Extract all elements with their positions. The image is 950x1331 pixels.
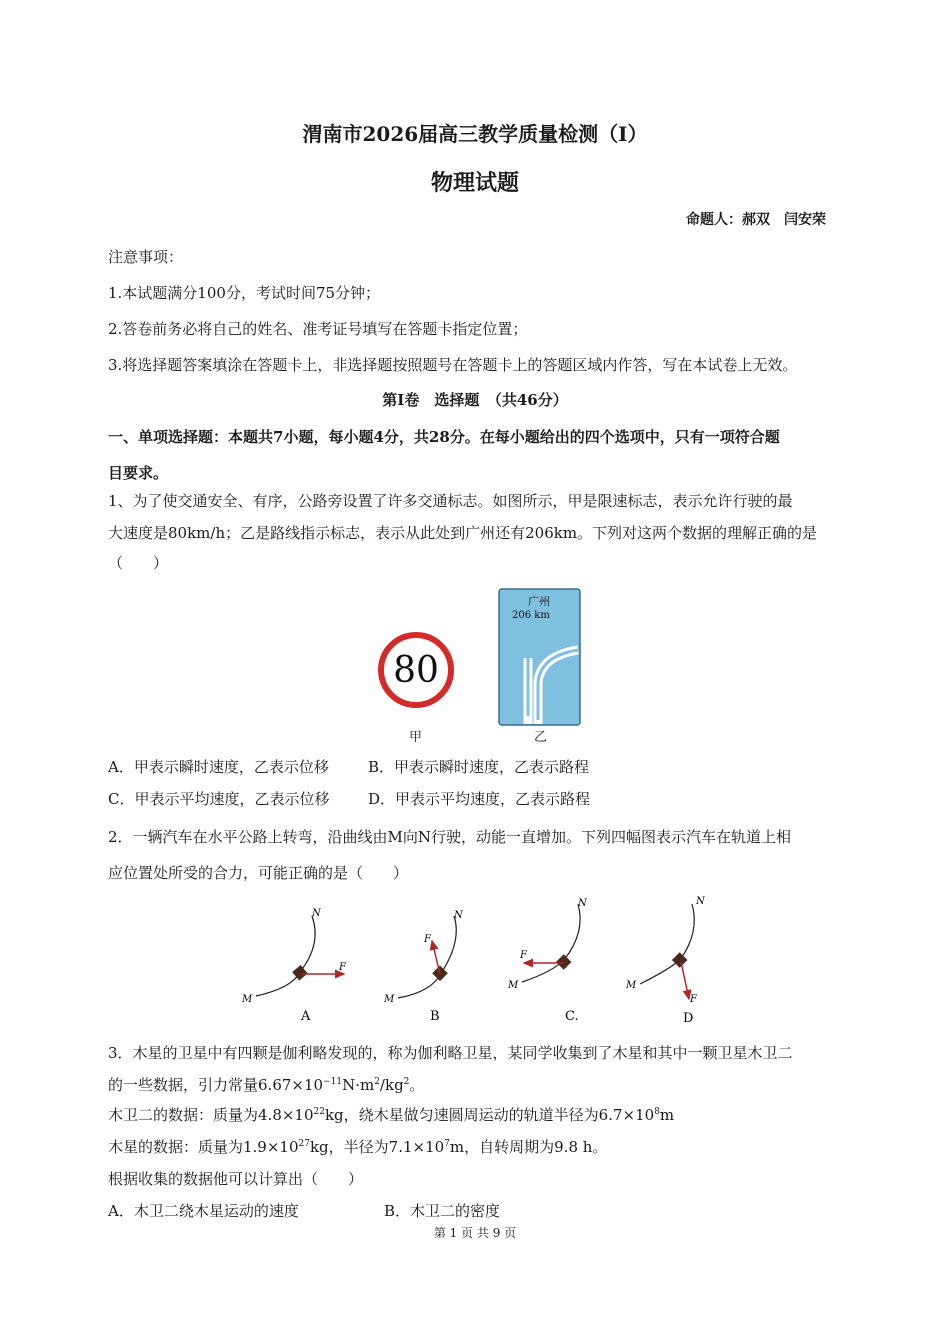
q3-stem-cont: 的一些数据，引力常量$6.67\times 10^{-11}N\cdot m^2/kg^2$。	[108, 1076, 425, 1094]
exam-title: 渭南市2026届高三教学质量检测（I）	[302, 122, 648, 146]
car-block	[672, 952, 688, 968]
q3-stem: 3．木星的卫星中有四颗是伽利略发现的，称为伽利略卫星，某同学收集到了木星和其中一颗卫星木卫二	[108, 1044, 793, 1062]
q1-option-c: C．甲表示平均速度，乙表示位移	[108, 790, 330, 808]
q2-stem: 2．一辆汽车在水平公路上转弯，沿曲线由M向N行驶，动能一直增加。下列四幅图表示汽车在轨道上相	[108, 828, 792, 846]
figure-label-b: B	[430, 1009, 440, 1024]
exam-subtitle: 物理试题	[430, 170, 519, 196]
q3-option-a: A．木卫二绕木星运动的速度	[108, 1202, 299, 1220]
route-sign	[498, 588, 582, 726]
label-jia: 甲	[409, 730, 423, 745]
q3-option-b: B．木卫二的密度	[384, 1202, 501, 1220]
figure-label-a: A	[301, 1009, 311, 1024]
sign-city: 广州	[528, 595, 550, 608]
q1-option-b: B．甲表示瞬时速度，乙表示路程	[368, 758, 590, 776]
note-item: 3.将选择题答案填涂在答题卡上，非选择题按照题号在答题卡上的答题区域内作答，写在本试卷上无效。	[108, 356, 798, 374]
point-M: M	[626, 980, 637, 991]
track-curve	[640, 904, 694, 984]
q2-figures	[230, 896, 720, 1030]
note-item: 2.答卷前务必将自己的姓名、准考证号填写在答题卡指定位置；	[108, 320, 528, 338]
section-intro-cont: 目要求。	[108, 464, 169, 482]
figure-b	[383, 910, 464, 1024]
section-intro: 一、单项选择题：本题共7小题，每小题4分，共28分。在每小题给出的四个选项中，只有一项符合题	[108, 428, 780, 446]
force-label: F	[520, 950, 527, 961]
sign-distance: 206 km	[512, 610, 550, 621]
q3-moon-data: 木卫二的数据：质量为$4.8\times 10^{22}kg$，绕木星做匀速圆周运动的轨道半径为$6.7\times 10^8m$	[108, 1106, 675, 1124]
notes-heading: 注意事项：	[108, 248, 184, 266]
q3-jupiter-data: 木星的数据：质量为$1.9\times 10^{27}kg$，半径为$7.1\times 10^7m$，自转周期为9.8 h。	[108, 1138, 608, 1156]
point-N: N	[312, 908, 321, 919]
figure-d	[625, 896, 706, 1026]
figure-label-c: C.	[565, 1009, 579, 1024]
track-curve	[398, 916, 456, 998]
speed-limit-value: 80	[393, 650, 439, 691]
q2-stem-cont: 应位置处所受的合力，可能正确的是（ ）	[108, 864, 409, 882]
label-yi: 乙	[534, 730, 548, 745]
force-arrow	[681, 962, 689, 999]
authors: 命题人：郝双 闫安荣	[686, 212, 826, 228]
force-label: F	[690, 994, 697, 1005]
point-N: N	[696, 896, 705, 907]
point-M: M	[508, 980, 519, 991]
figure-label-d: D	[683, 1011, 694, 1026]
q1-option-d: D．甲表示平均速度，乙表示路程	[368, 790, 591, 808]
q1-blank: （ ）	[108, 554, 169, 572]
force-label: F	[424, 934, 431, 945]
point-N: N	[454, 910, 463, 921]
car-block	[556, 954, 572, 970]
car-block	[292, 965, 307, 980]
figure-a	[241, 908, 347, 1024]
q3-prompt: 根据收集的数据他可以计算出（ ）	[108, 1170, 364, 1188]
note-item: 1.本试题满分100分，考试时间75分钟；	[108, 284, 381, 302]
track-curve	[522, 904, 580, 982]
force-arrow	[432, 941, 440, 974]
page-footer: 第 1 页 共 9 页	[433, 1226, 517, 1240]
section-title: 第Ⅰ卷 选择题 （共46分）	[382, 391, 568, 409]
speed-limit-sign	[376, 630, 456, 710]
point-N: N	[578, 898, 587, 909]
point-M: M	[384, 994, 395, 1005]
q1-option-a: A．甲表示瞬时速度，乙表示位移	[108, 758, 329, 776]
q1-stem-cont: 大速度是80km/h；乙是路线指示标志，表示从此处到广州还有206km。下列对这两个数据的理解正确的是	[108, 524, 818, 542]
force-label: F	[339, 962, 346, 973]
q1-stem: 1、为了使交通安全、有序，公路旁设置了许多交通标志。如图所示，甲是限速标志，表示允许行驶的最	[108, 492, 793, 510]
point-M: M	[242, 994, 253, 1005]
track-curve	[256, 916, 315, 996]
figure-c	[507, 898, 588, 1024]
